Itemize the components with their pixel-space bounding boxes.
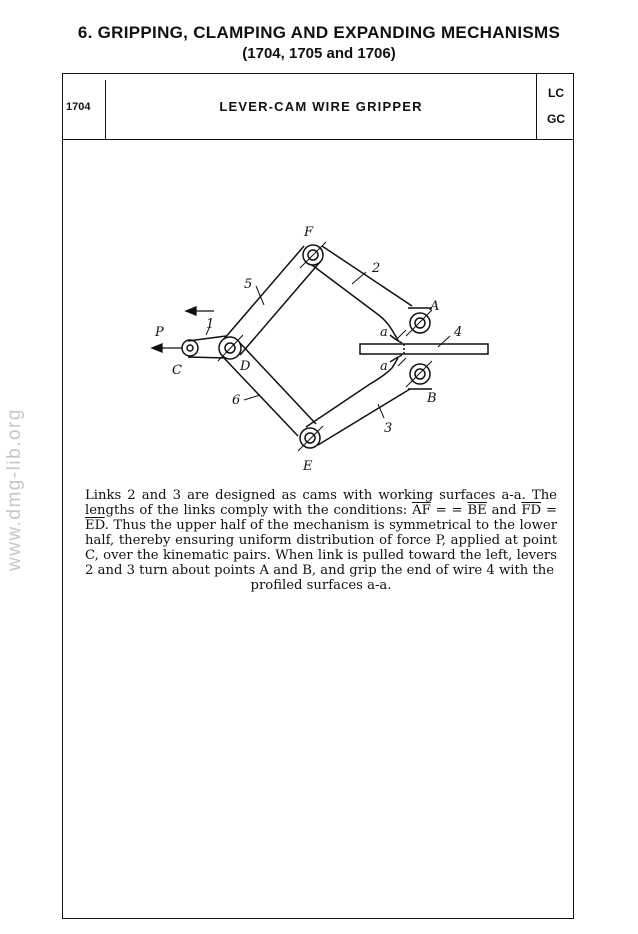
header-class-divider — [536, 73, 537, 139]
wire-4 — [360, 344, 488, 354]
label-p: P — [155, 325, 164, 340]
desc-text-4: = — [541, 503, 557, 518]
link-2 — [312, 246, 412, 340]
joint-b — [410, 364, 430, 384]
pivot-hatching — [218, 242, 432, 451]
header-divider — [62, 139, 574, 140]
description — [85, 488, 557, 593]
chapter-title: 6. GRIPPING, CLAMPING AND EXPANDING MECHANISMS — [77, 23, 561, 42]
watermark: www.dmg-lib.org — [4, 408, 25, 572]
label-link-3: 3 — [384, 421, 393, 436]
diagram-links — [182, 245, 488, 448]
label-a: A — [430, 299, 440, 314]
sheet-number: 1704 — [66, 101, 91, 113]
label-e: E — [303, 459, 313, 474]
desc-text-5: . Thus the upper half of the mechanism is symmetrical to the lower half, thereby ensuring uniform distribution of force P, applied at point C, over the kinematic pairs. When link is pulled toward the left, levers 2 and 3 turn about points A and B, and grip the end of wire 4 with the — [85, 518, 557, 578]
segment-ed: $\overline{ED}$ — [85, 518, 105, 533]
segment-be: $\overline{BE}$ — [467, 503, 487, 518]
mechanism-diagram — [140, 200, 500, 480]
desc-text-2: = = — [430, 503, 468, 518]
label-f: F — [304, 225, 314, 240]
joint-e — [300, 428, 320, 448]
link-6 — [224, 343, 316, 436]
chapter-range: (1704, 1705 and 1706) — [242, 45, 396, 62]
class-code-gc: GC — [547, 112, 565, 126]
link-3 — [306, 358, 410, 445]
desc-text-3: and — [486, 503, 522, 518]
joint-a — [410, 313, 430, 333]
label-link-1: 1 — [206, 317, 215, 332]
label-link-2: 2 — [372, 261, 381, 276]
sheet-title: LEVER-CAM WIRE GRIPPER — [219, 99, 423, 114]
label-surface-a-lower: a — [380, 359, 388, 374]
desc-last-line: profiled surfaces a-a. — [250, 578, 392, 593]
label-link-5: 5 — [244, 277, 253, 292]
label-link-6: 6 — [232, 393, 241, 408]
label-link-4: 4 — [454, 325, 463, 340]
desc-text-1: Links 2 and 3 are designed as cams with working surfaces a-a. The lengths of the links comply with the conditions: — [85, 488, 557, 518]
segment-fd: $\overline{FD}$ — [521, 503, 542, 518]
label-c: C — [172, 363, 182, 378]
label-b: B — [427, 391, 437, 406]
joint-c — [182, 340, 198, 356]
class-code-lc: LC — [548, 86, 564, 100]
label-surface-a-upper: a — [380, 325, 388, 340]
label-d: D — [240, 359, 251, 374]
segment-af: $\overline{AF}$ — [412, 503, 431, 518]
